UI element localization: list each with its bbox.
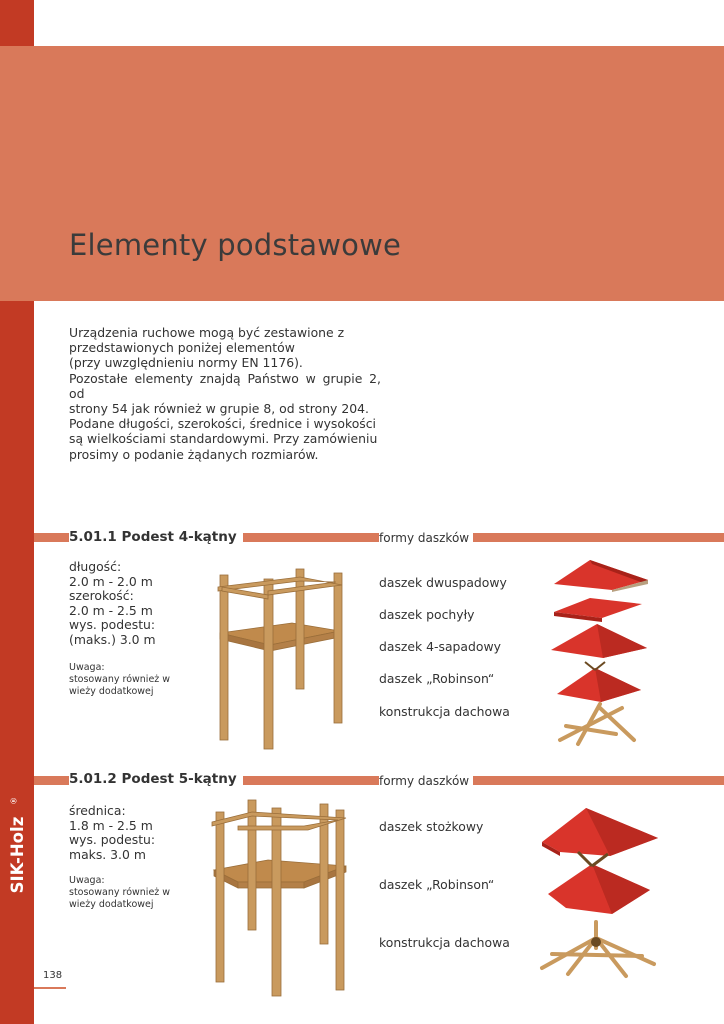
roof-option-label: daszek „Robinson“ bbox=[379, 671, 495, 686]
spec-item: szerokość: bbox=[69, 588, 134, 604]
note-line: Uwaga: bbox=[69, 662, 105, 673]
intro-line: (przy uwzględnieniu normy EN 1176). bbox=[69, 355, 303, 371]
note-line: wieży dodatkowej bbox=[69, 899, 154, 910]
intro-line: Urządzenia ruchowe mogą być zestawione z bbox=[69, 325, 345, 340]
brand-text: SIK-Holz bbox=[8, 816, 28, 894]
intro-text bbox=[69, 325, 381, 462]
note-line: stosowany również w bbox=[69, 887, 171, 898]
spec-item: 2.0 m - 2.5 m bbox=[69, 602, 153, 618]
intro-line: są wielkościami standardowymi. Przy zamówieniu bbox=[69, 431, 378, 447]
page-number-rule bbox=[34, 987, 66, 989]
spec-item: wys. podestu: bbox=[69, 832, 156, 848]
spec-list bbox=[69, 804, 155, 862]
spec-item: 1.8 m - 2.5 m bbox=[69, 817, 153, 833]
roof-forms-label: formy daszków bbox=[379, 531, 473, 545]
roof-option-label: konstrukcja dachowa bbox=[379, 935, 510, 950]
pentagon-roof-frame-icon bbox=[538, 918, 658, 978]
roof-option-label: daszek stożkowy bbox=[379, 819, 484, 834]
roof-frame-icon bbox=[556, 700, 638, 746]
intro-line: Pozostałe elementy znajdą Państwo w grupie 2, od bbox=[69, 370, 381, 401]
brand-registered-mark: ® bbox=[9, 796, 19, 805]
shed-roof-icon bbox=[552, 594, 644, 622]
spec-item: długość: bbox=[69, 559, 122, 574]
platform-5-sided-illustration bbox=[208, 798, 358, 998]
robinson-roof-icon bbox=[555, 660, 645, 704]
page-title: Elementy podstawowe bbox=[69, 228, 402, 262]
spec-item: (maks.) 3.0 m bbox=[69, 631, 156, 647]
intro-line: strony 54 jak również w grupie 8, od strony 204. bbox=[69, 401, 369, 417]
hip-roof-icon bbox=[549, 622, 649, 660]
platform-4-sided-illustration bbox=[212, 565, 352, 750]
spec-item: 2.0 m - 2.0 m bbox=[69, 573, 153, 589]
intro-line: przedstawionych poniżej elementów bbox=[69, 340, 295, 356]
intro-line: prosimy o podanie żądanych rozmiarów. bbox=[69, 446, 319, 462]
note-line: wieży dodatkowej bbox=[69, 686, 154, 697]
note bbox=[69, 875, 170, 911]
page-number: 138 bbox=[43, 970, 63, 981]
note-line: Uwaga: bbox=[69, 875, 105, 886]
header-band bbox=[0, 46, 724, 301]
spec-item: średnica: bbox=[69, 803, 126, 818]
section-title: 5.01.1 Podest 4-kątny bbox=[69, 529, 243, 545]
roof-option-label: daszek dwuspadowy bbox=[379, 575, 507, 590]
roof-option-label: konstrukcja dachowa bbox=[379, 704, 510, 719]
roof-forms-label: formy daszków bbox=[379, 774, 473, 788]
gable-roof-icon bbox=[550, 558, 652, 592]
roof-option-label: daszek pochyły bbox=[379, 607, 475, 622]
spec-list bbox=[69, 560, 156, 648]
note-line: stosowany również w bbox=[69, 674, 171, 685]
spec-item: maks. 3.0 m bbox=[69, 846, 146, 862]
robinson-pentagon-roof-icon bbox=[546, 850, 654, 918]
note bbox=[69, 662, 170, 698]
spec-item: wys. podestu: bbox=[69, 617, 156, 633]
roof-option-label: daszek „Robinson“ bbox=[379, 877, 495, 892]
roof-option-label: daszek 4-sapadowy bbox=[379, 639, 501, 654]
section-title: 5.01.2 Podest 5-kątny bbox=[69, 771, 243, 787]
brand-logo bbox=[4, 796, 32, 896]
intro-line: Podane długości, szerokości, średnice i wysokości bbox=[69, 416, 376, 432]
